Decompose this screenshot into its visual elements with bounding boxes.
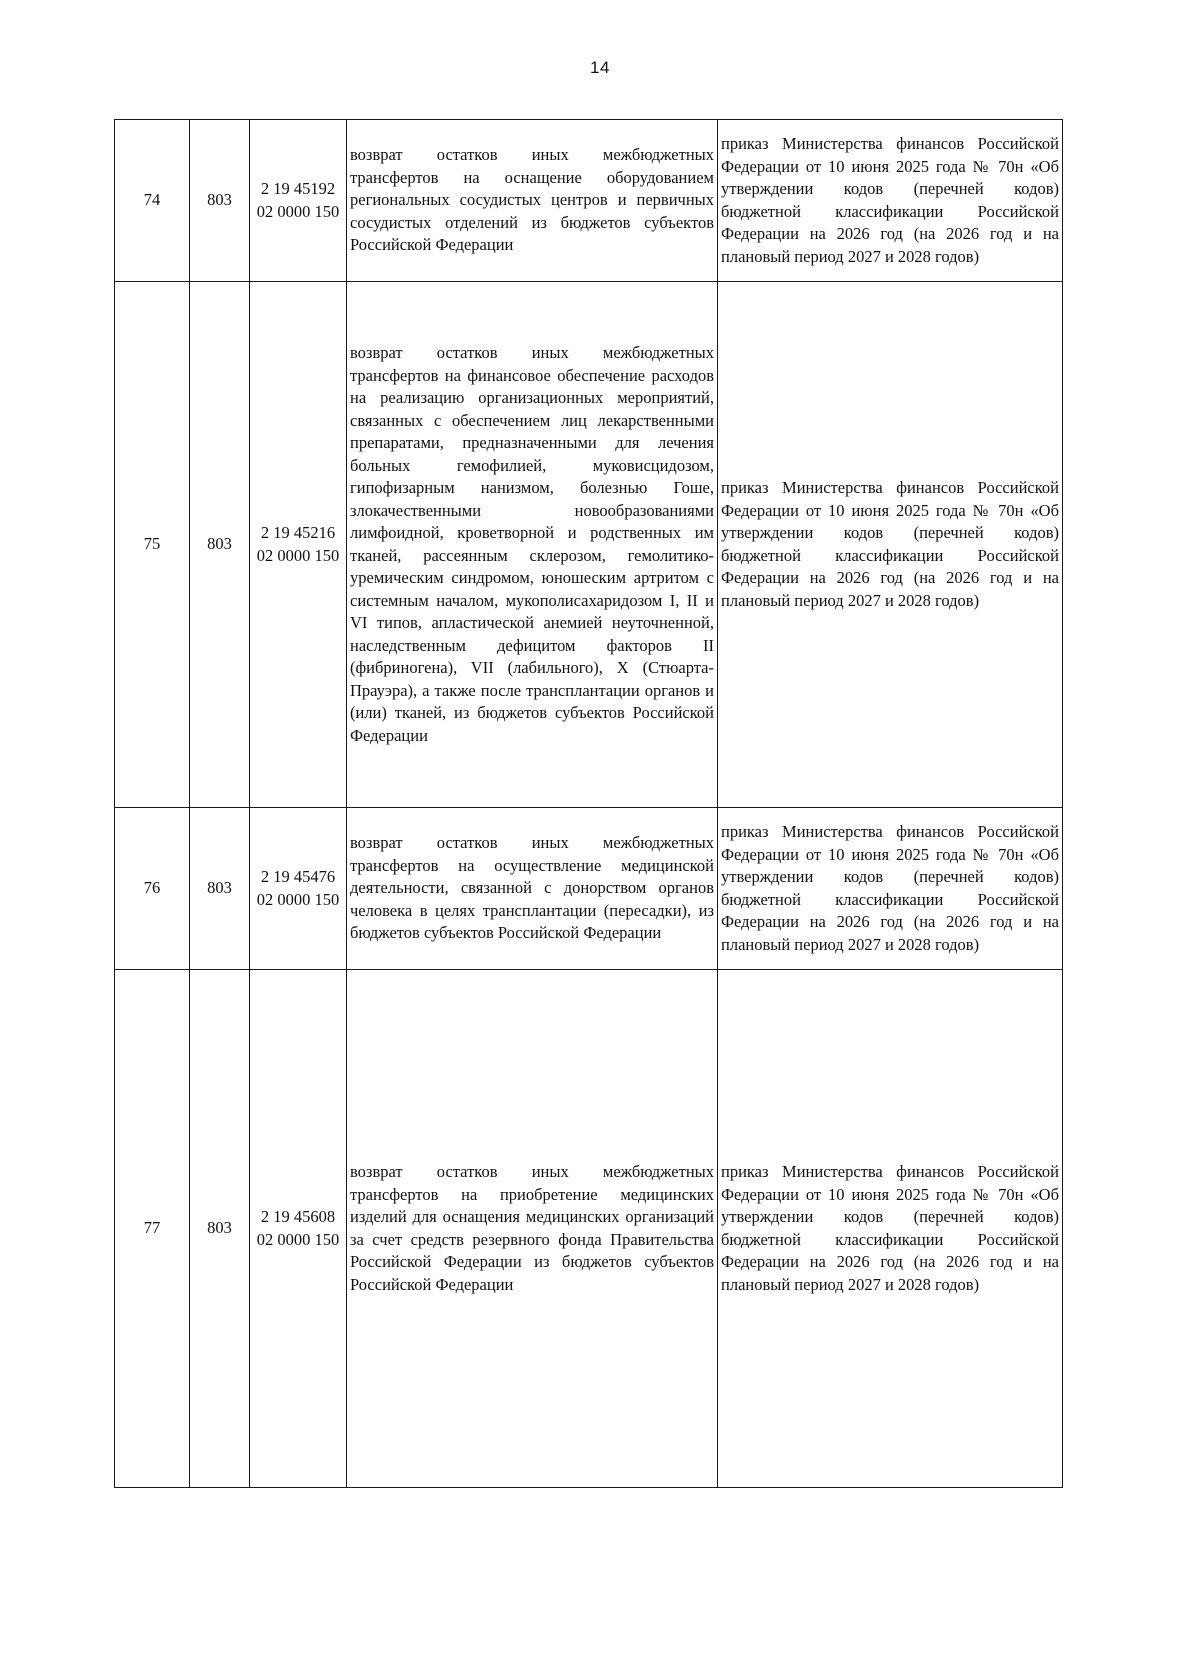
row-number: 77: [115, 970, 190, 1488]
legal-basis: приказ Министерства финансов Российской Федерации от 10 июня 2025 года № 70н «Об утверждении кодов (перечней кодов) бюджетной классификации Российской Федерации на 2026 год (на 2026 год и на плановый период 2027 и 2028 годов): [718, 808, 1063, 970]
budget-code: [250, 282, 347, 808]
table-row: [115, 808, 1063, 970]
budget-code-line-2: 02 0000 150: [256, 545, 340, 565]
budget-code: [250, 808, 347, 970]
budget-code-line-1: 2 19 45608: [260, 1207, 336, 1226]
income-description: возврат остатков иных межбюджетных трансфертов на финансовое обеспечение расходов на реализацию организационных мероприятий, связанных с обеспечением лиц лекарственными препаратами, предназначенными для лечения больных гемофилией, муковисцидозом, гипофизарным нанизмом, болезнью Гоше, злокачественными новообразованиями лимфоидной, кроветворной и родственных им тканей, рассеянным склерозом, гемолитико-уремическим синдромом, юношеским артритом с системным началом, мукополисахаридозом I, II и VI типов, апластической анемией неуточненной, наследственным дефицитом факторов II (фибриногена), VII (лабильного), X (Стюарта-Прауэра), а также после трансплантации органов и (или) тканей, из бюджетов субъектов Российской Федерации: [347, 282, 718, 808]
administrator-code: 803: [190, 808, 250, 970]
legal-basis: приказ Министерства финансов Российской Федерации от 10 июня 2025 года № 70н «Об утверждении кодов (перечней кодов) бюджетной классификации Российской Федерации на 2026 год (на 2026 год и на плановый период 2027 и 2028 годов): [718, 120, 1063, 282]
row-number: 75: [115, 282, 190, 808]
table-row: [115, 970, 1063, 1488]
budget-code-line-1: 2 19 45192: [260, 179, 336, 198]
income-description: возврат остатков иных межбюджетных трансфертов на оснащение оборудованием региональных сосудистых центров и первичных сосудистых отделений из бюджетов субъектов Российской Федерации: [347, 120, 718, 282]
page-number: 14: [590, 58, 610, 77]
income-description: возврат остатков иных межбюджетных трансфертов на осуществление медицинской деятельности, связанной с донорством органов человека в целях трансплантации (пересадки), из бюджетов субъектов Российской Федерации: [347, 808, 718, 970]
table-row: [115, 120, 1063, 282]
administrator-code: 803: [190, 970, 250, 1488]
administrator-code: 803: [190, 282, 250, 808]
legal-basis: приказ Министерства финансов Российской Федерации от 10 июня 2025 года № 70н «Об утверждении кодов (перечней кодов) бюджетной классификации Российской Федерации на 2026 год (на 2026 год и на плановый период 2027 и 2028 годов): [718, 282, 1063, 808]
administrator-code: 803: [190, 120, 250, 282]
budget-code-line-1: 2 19 45476: [260, 867, 336, 886]
budget-code: [250, 970, 347, 1488]
income-description: возврат остатков иных межбюджетных трансфертов на приобретение медицинских изделий для оснащения медицинских организаций за счет средств резервного фонда Правительства Российской Федерации из бюджетов субъектов Российской Федерации: [347, 970, 718, 1488]
legal-basis: приказ Министерства финансов Российской Федерации от 10 июня 2025 года № 70н «Об утверждении кодов (перечней кодов) бюджетной классификации Российской Федерации на 2026 год (на 2026 год и на плановый период 2027 и 2028 годов): [718, 970, 1063, 1488]
budget-code-line-2: 02 0000 150: [256, 1229, 340, 1249]
budget-classification-table: [114, 119, 1063, 1488]
budget-code: [250, 120, 347, 282]
table-row: [115, 282, 1063, 808]
budget-code-line-1: 2 19 45216: [260, 523, 336, 542]
row-number: 76: [115, 808, 190, 970]
budget-code-line-2: 02 0000 150: [256, 201, 340, 221]
budget-code-line-2: 02 0000 150: [256, 889, 340, 909]
row-number: 74: [115, 120, 190, 282]
